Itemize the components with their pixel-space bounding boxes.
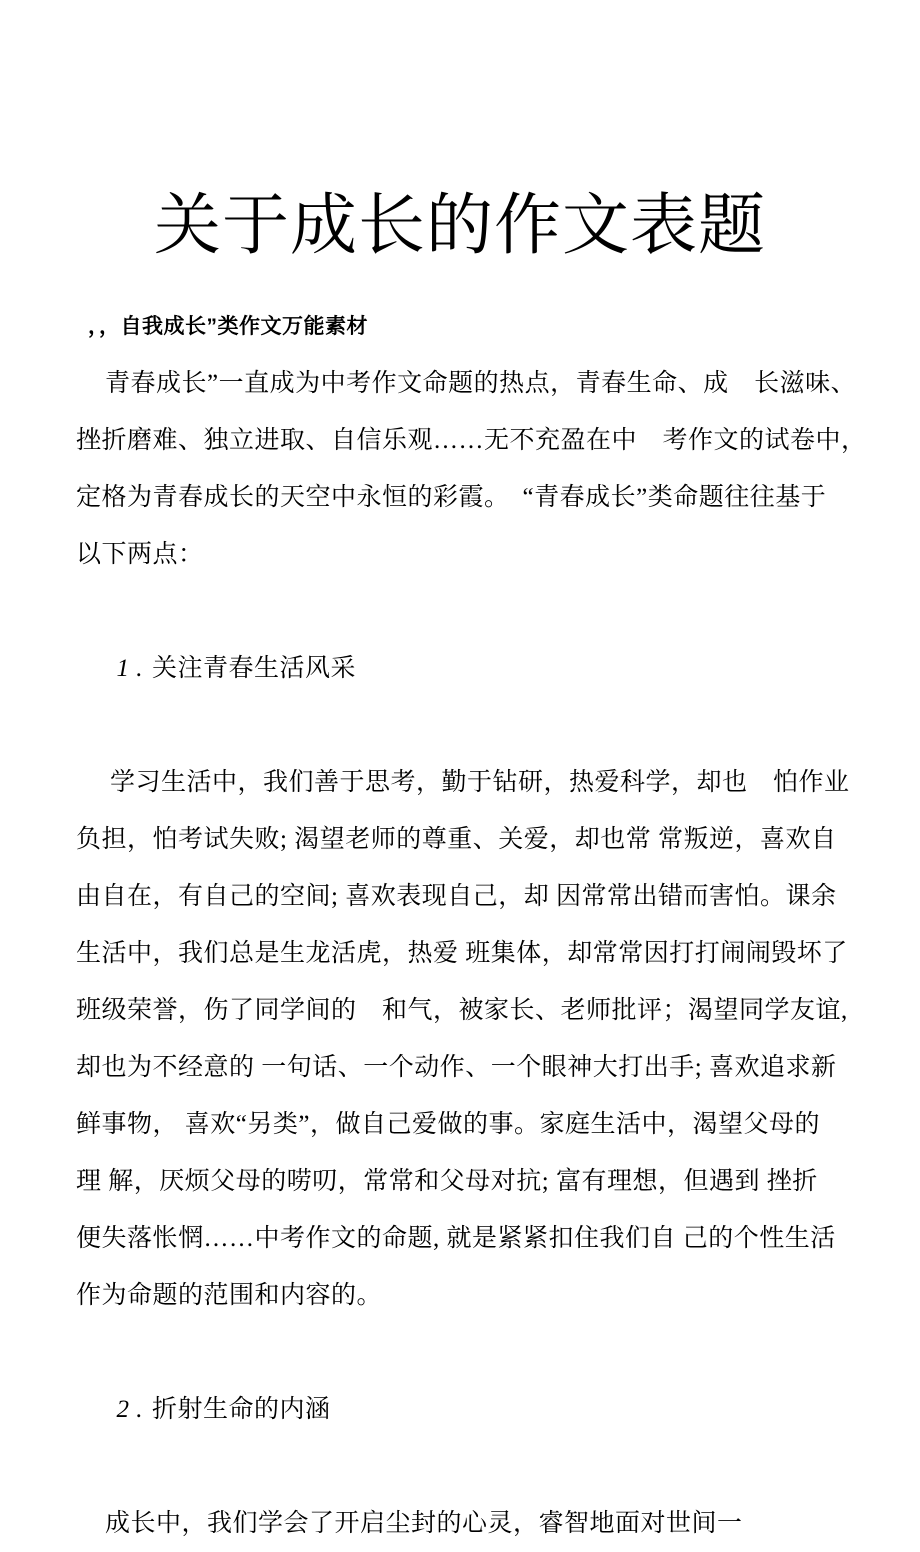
heading-2-label: 折射生命的内涵 bbox=[152, 1396, 331, 1423]
text-line: 定格为青春成长的天空中永恒的彩霞。 “青春成长”类命题往往基于 bbox=[76, 484, 827, 511]
paragraph-school-life bbox=[76, 754, 876, 1324]
text-line: 学习生活中，我们善于思考，勤于钻研，热爱科学，却也 怕作业 bbox=[110, 769, 850, 796]
heading-1-number: 1 . bbox=[116, 655, 143, 682]
heading-2-number: 2 . bbox=[116, 1396, 143, 1423]
heading-1-label: 关注青春生活风采 bbox=[152, 655, 357, 682]
text-line: 负担，怕考试失败; 渴望老师的尊重、关爱，却也常 常叛逆，喜欢自 bbox=[76, 826, 837, 853]
text-line: 便失落怅惘……中考作文的命题, 就是紧紧扣住我们自 己的个性生活 bbox=[76, 1225, 836, 1252]
text-line: 以下两点： bbox=[76, 541, 204, 568]
text-line: 成长中，我们学会了开启尘封的心灵，睿智地面对世间一 bbox=[105, 1510, 743, 1537]
text-line: 青春成长”一直成为中考作文命题的热点，青春生命、成 长滋味、 bbox=[105, 370, 857, 397]
text-line: 鲜事物， 喜欢“另类”，做自己爱做的事。家庭生活中，渴望父母的 bbox=[76, 1111, 820, 1138]
text-line: 由自在，有自己的空间; 喜欢表现自己，却 因常常出错而害怕。课余 bbox=[76, 883, 837, 910]
paragraph-intro bbox=[76, 355, 876, 583]
document-body bbox=[76, 298, 876, 1552]
heading-2 bbox=[76, 1324, 876, 1495]
page-title: 关于成长的作文表题 bbox=[154, 189, 766, 263]
text-line: 作为命题的范围和内容的。 bbox=[76, 1282, 383, 1309]
subhead-line: ，，自我成长”类作文万能素材 bbox=[88, 315, 368, 338]
text-line: 班级荣誉，伤了同学间的 和气，被家长、老师批评；渴望同学友谊, bbox=[76, 997, 848, 1024]
text-line: 挫折磨难、独立进取、自信乐观……无不充盈在中 考作文的试卷中， bbox=[76, 427, 867, 454]
heading-1 bbox=[76, 583, 876, 754]
text-line: 生活中，我们总是生龙活虎，热爱 班集体，却常常因打打闹闹毁坏了 bbox=[76, 940, 848, 967]
paragraph-growth bbox=[76, 1495, 876, 1552]
text-line: 却也为不经意的 一句话、一个动作、一个眼神大打出手; 喜欢追求新 bbox=[76, 1054, 837, 1081]
text-line: 理 解，厌烦父母的唠叨，常常和父母对抗; 富有理想，但遇到 挫折 bbox=[76, 1168, 818, 1195]
